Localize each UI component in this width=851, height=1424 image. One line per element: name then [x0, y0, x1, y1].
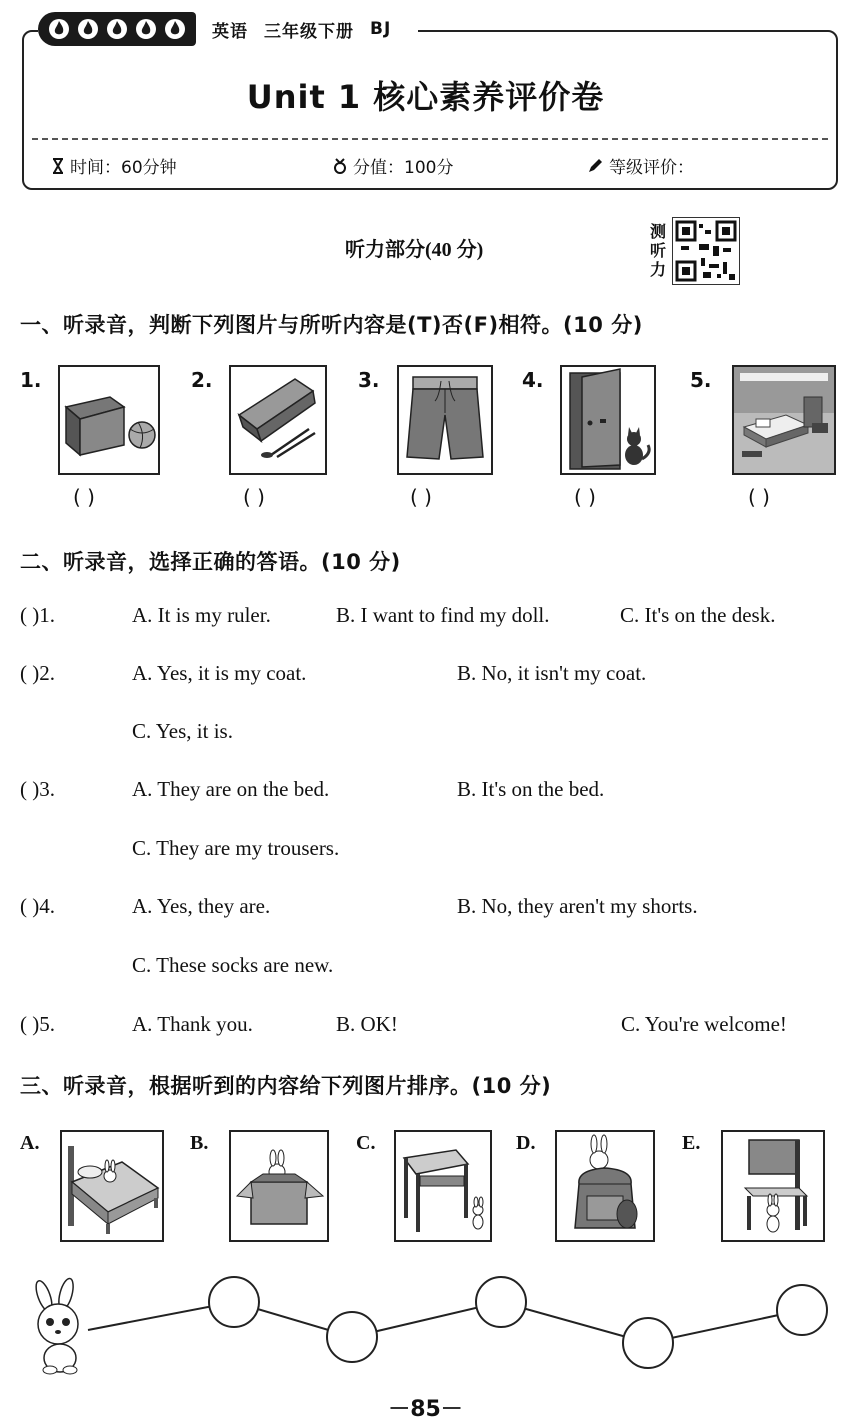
grade-label: 三年级下册 [264, 21, 354, 42]
flame-icon [164, 17, 186, 41]
listening-title: 听力部分(40 分) [345, 239, 484, 261]
rabbit-in-box-picture [229, 1130, 329, 1242]
item-letter: E. [682, 1132, 701, 1154]
question-number: ( )2. [20, 661, 55, 685]
option-b[interactable]: B. OK! [336, 1012, 398, 1036]
qr-code-icon[interactable] [672, 217, 740, 285]
flame-icon [135, 17, 157, 41]
option-c[interactable]: C. Yes, it is. [132, 719, 233, 743]
qr-label: 测听力 [650, 222, 667, 279]
option-b[interactable]: B. It's on the bed. [457, 777, 605, 801]
flame-icons [38, 12, 196, 46]
order-circle[interactable] [476, 1277, 526, 1327]
answer-blank[interactable]: ( ) [410, 485, 432, 509]
rabbit-by-desk-picture [394, 1130, 492, 1242]
door-and-cat-picture [560, 365, 656, 475]
question-number: ( )5. [20, 1012, 55, 1036]
item-number: 5. [690, 368, 712, 392]
item-letter: C. [356, 1132, 376, 1154]
item-number: 1. [20, 368, 42, 392]
rabbit-on-bed-picture [60, 1130, 164, 1242]
ordering-path [0, 1260, 851, 1390]
item-letter: D. [516, 1132, 536, 1154]
item-number: 4. [522, 368, 544, 392]
flame-icon [48, 17, 70, 41]
order-circle[interactable] [777, 1285, 827, 1335]
score-text: 分值：100分 [353, 158, 454, 178]
item-letter: A. [20, 1132, 40, 1154]
shorts-picture [397, 365, 493, 475]
flame-icon [106, 17, 128, 41]
order-circle[interactable] [327, 1312, 377, 1362]
page-title: Unit 1 核心素养评价卷 [246, 78, 605, 116]
option-a[interactable]: A. Yes, it is my coat. [132, 661, 307, 685]
pencil-case-picture [229, 365, 327, 475]
page-number: －85－ [388, 1397, 463, 1422]
option-a[interactable]: A. They are on the bed. [132, 777, 330, 801]
item-number: 2. [191, 368, 213, 392]
box-and-ball-picture [58, 365, 160, 475]
answer-blank[interactable]: ( ) [243, 485, 265, 509]
option-b[interactable]: B. I want to find my doll. [336, 603, 550, 627]
rabbit-behind-bag-picture [555, 1130, 655, 1242]
edition-label: BJ [370, 19, 392, 39]
item-number: 3. [358, 368, 380, 392]
item-letter: B. [190, 1132, 209, 1154]
option-c[interactable]: C. You're welcome! [621, 1012, 787, 1036]
option-a[interactable]: A. It is my ruler. [132, 603, 271, 627]
header-tab [38, 12, 418, 46]
score-info [333, 153, 453, 178]
divider [32, 138, 828, 140]
option-b[interactable]: B. No, they aren't my shorts. [457, 894, 698, 918]
bedroom-picture [732, 365, 836, 475]
option-c[interactable]: C. They are my trousers. [132, 836, 340, 860]
rabbit-mascot-icon [33, 1277, 78, 1374]
answer-blank[interactable]: ( ) [73, 485, 95, 509]
order-circle[interactable] [623, 1318, 673, 1368]
medal-icon [333, 158, 347, 174]
answer-blank[interactable]: ( ) [748, 485, 770, 509]
subject-label: 英语 [212, 21, 248, 42]
section3-title: 三、听录音，根据听到的内容给下列图片排序。(10 分) [20, 1074, 552, 1098]
option-a[interactable]: A. Yes, they are. [132, 894, 271, 918]
order-circle[interactable] [209, 1277, 259, 1327]
hourglass-icon [52, 158, 64, 174]
question-number: ( )1. [20, 603, 55, 627]
option-c[interactable]: C. It's on the desk. [620, 603, 776, 627]
rabbit-under-chair-picture [721, 1130, 825, 1242]
option-b[interactable]: B. No, it isn't my coat. [457, 661, 647, 685]
grade-eval-info [587, 153, 694, 178]
flame-icon [77, 17, 99, 41]
question-number: ( )4. [20, 894, 55, 918]
time-info [52, 153, 177, 178]
grade-eval-text: 等级评价： [609, 158, 694, 178]
answer-blank[interactable]: ( ) [574, 485, 596, 509]
option-c[interactable]: C. These socks are new. [132, 953, 334, 977]
section2-title: 二、听录音，选择正确的答语。(10 分) [20, 550, 401, 574]
time-text: 时间：60分钟 [70, 158, 177, 178]
option-a[interactable]: A. Thank you. [132, 1012, 253, 1036]
section1-title: 一、听录音，判断下列图片与所听内容是(T)否(F)相符。(10 分) [20, 313, 643, 337]
pencil-icon [587, 158, 603, 174]
question-number: ( )3. [20, 777, 55, 801]
